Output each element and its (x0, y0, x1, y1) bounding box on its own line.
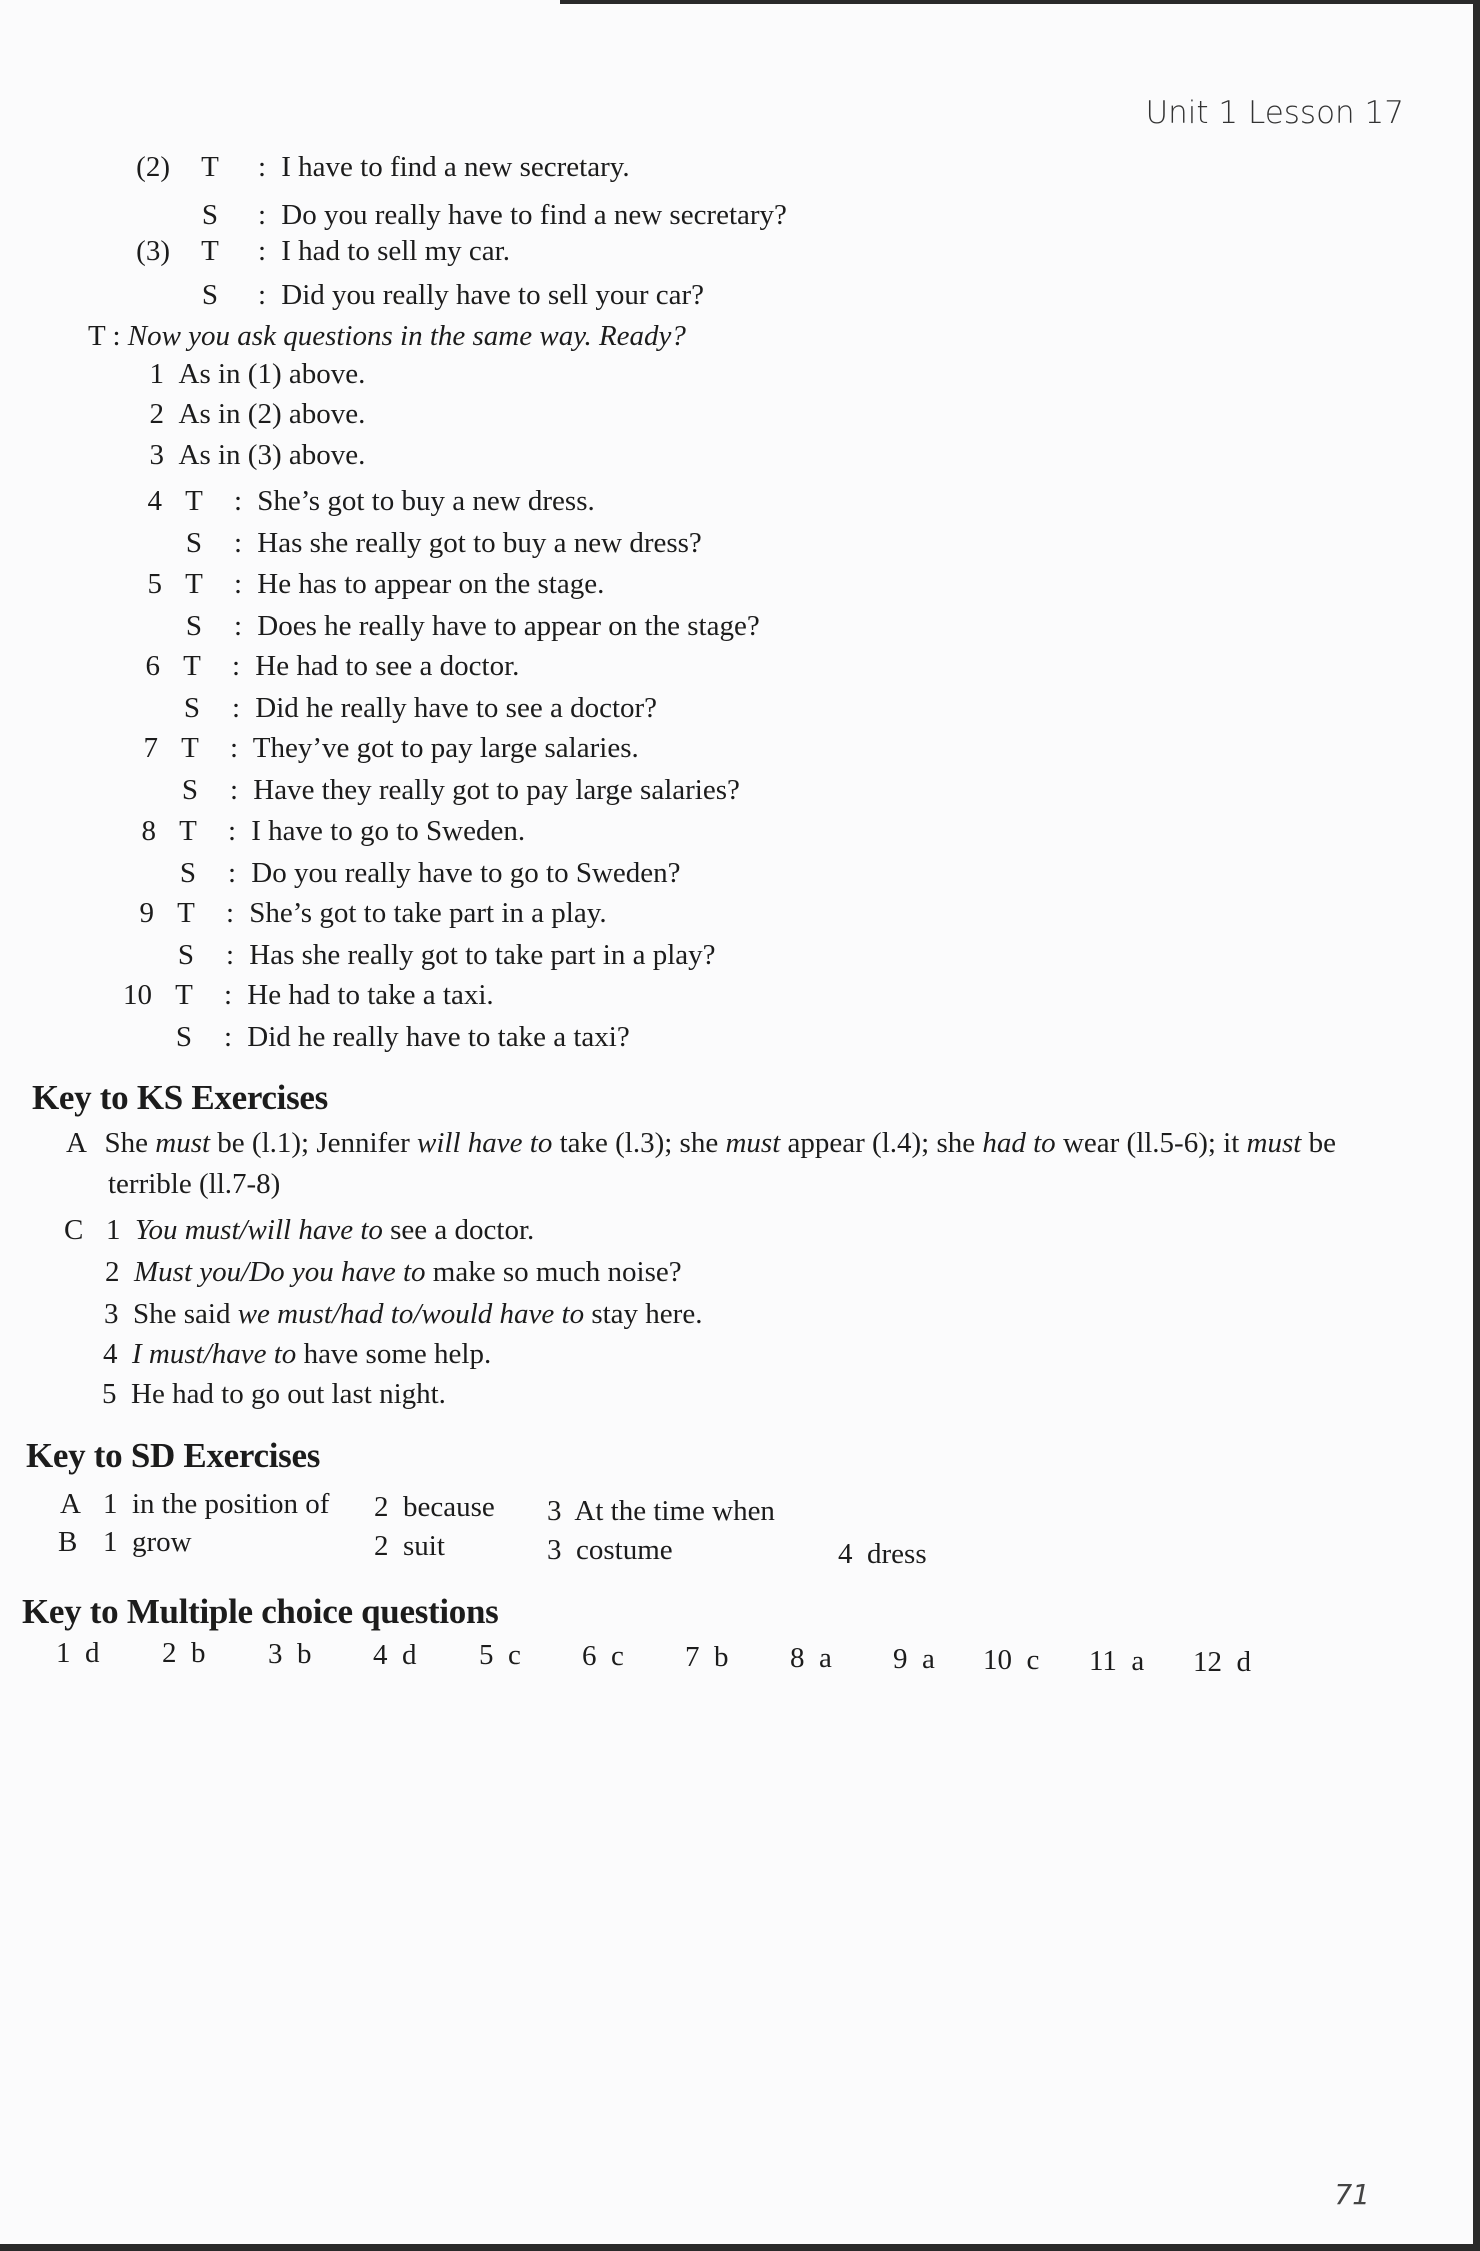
sd-a-item: 1 in the position of (103, 1488, 330, 1520)
ks-c-item: 5 He had to go out last night. (102, 1378, 446, 1410)
speaker-label: S (183, 692, 201, 724)
as-in-item: 2 As in (2) above. (149, 398, 366, 430)
sd-a-label: A (60, 1488, 81, 1520)
drill-teacher-line: 9 T : She’s got to take part in a play. (110, 897, 607, 929)
ks-heading: Key to KS Exercises (32, 1078, 328, 1117)
section-label: A (66, 1127, 87, 1159)
speaker-label: T : (88, 320, 121, 352)
example-2-teacher: (2) T : I have to find a new secretary. (128, 151, 630, 183)
speaker-label: T (181, 732, 199, 764)
speaker-label: T (179, 815, 197, 847)
drill-number: 6 (145, 650, 160, 682)
example-number: (2) (136, 151, 170, 183)
student-line: Have they really got to pay large salaries? (253, 774, 740, 806)
drill-number: 7 (143, 732, 158, 764)
student-line: Did you really have to sell your car? (281, 279, 705, 311)
speaker-label: S (201, 279, 219, 311)
item-number: 1 (106, 1214, 121, 1246)
student-line: Does he really have to appear on the stage? (257, 610, 760, 642)
sd-b-item: 4 dress (838, 1538, 927, 1570)
drill-number: 4 (147, 485, 162, 517)
instruction-line (88, 320, 686, 352)
mc-answer: 10 c (983, 1644, 1040, 1676)
sd-a-item: 3 At the time when (547, 1495, 775, 1527)
drill-student-line: S : Did he really have to take a taxi? (108, 1021, 630, 1053)
sd-b-item: 2 suit (374, 1530, 445, 1562)
teacher-line: She’s got to buy a new dress. (257, 485, 595, 517)
drill-number: 8 (141, 815, 156, 847)
mc-answer: 1 d (56, 1637, 100, 1669)
drill-student-line: S : Does he really have to appear on the stage? (118, 610, 760, 642)
mc-answer: 7 b (685, 1641, 729, 1673)
mc-answer: 5 c (479, 1639, 521, 1671)
speaker-label: T (201, 235, 219, 267)
example-3-teacher: (3) T : I had to sell my car. (128, 235, 510, 267)
mc-answer: 4 d (373, 1639, 417, 1671)
page-edge-top (560, 0, 1480, 4)
example-number: (3) (136, 235, 170, 267)
speaker-label: T (185, 568, 203, 600)
speaker-label: T (185, 485, 203, 517)
drill-number: 5 (147, 568, 162, 600)
item-number: 2 (105, 1256, 120, 1288)
drill-teacher-line: 5 T : He has to appear on the stage. (118, 568, 604, 600)
speaker-label: S (185, 527, 203, 559)
ks-c-item: 4 I must/have to have some help. (103, 1338, 492, 1370)
speaker-label: S (177, 939, 195, 971)
teacher-line: He has to appear on the stage. (257, 568, 605, 600)
teacher-line: I had to sell my car. (281, 235, 510, 267)
ks-c-item: 3 She said we must/had to/would have to stay here. (104, 1298, 703, 1330)
teacher-line: They’ve got to pay large salaries. (252, 732, 639, 764)
teacher-line: She’s got to take part in a play. (249, 897, 607, 929)
sd-b-item: 3 costume (547, 1534, 673, 1566)
drill-number: 9 (139, 897, 154, 929)
teacher-line: He had to take a taxi. (247, 979, 494, 1011)
item-number: 5 (102, 1378, 117, 1410)
running-header: Unit 1 Lesson 17 (1145, 95, 1404, 131)
student-line: Do you really have to find a new secretary? (281, 199, 787, 231)
mc-answer: 6 c (582, 1640, 624, 1672)
mc-heading: Key to Multiple choice questions (22, 1592, 499, 1631)
item-number: 4 (103, 1338, 118, 1370)
drill-teacher-line: 4 T : She’s got to buy a new dress. (118, 485, 595, 517)
teacher-line: I have to find a new secretary. (281, 151, 630, 183)
drill-student-line: S : Do you really have to go to Sweden? (112, 857, 681, 889)
ks-a-line2: terrible (ll.7-8) (108, 1168, 281, 1200)
speaker-label: S (175, 1021, 193, 1053)
speaker-label: T (183, 650, 201, 682)
ks-a-text: She must be (l.1); Jennifer will have to take (l.3); she must appear (l.4); she had to wear (ll.5-6); it must be (104, 1127, 1336, 1159)
speaker-label: S (181, 774, 199, 806)
student-line: Did he really have to take a taxi? (247, 1021, 630, 1053)
drill-number: 10 (123, 979, 152, 1011)
mc-answer: 11 a (1089, 1645, 1145, 1677)
as-in-item: 1 As in (1) above. (149, 358, 366, 390)
example-2-student: S : Do you really have to find a new secretary? (128, 199, 787, 231)
drill-teacher-line: 8 T : I have to go to Sweden. (112, 815, 525, 847)
ks-a-line1 (66, 1127, 1336, 1159)
ks-c-item: C 1 You must/will have to see a doctor. (64, 1214, 535, 1246)
drill-student-line: S : Did he really have to see a doctor? (116, 692, 657, 724)
sd-heading: Key to SD Exercises (26, 1436, 321, 1475)
student-line: Did he really have to see a doctor? (255, 692, 658, 724)
example-3-student: S : Did you really have to sell your car? (128, 279, 704, 311)
drill-teacher-line: 6 T : He had to see a doctor. (116, 650, 519, 682)
drill-student-line: S : Has she really got to take part in a play? (110, 939, 716, 971)
sd-a-item: 2 because (374, 1491, 495, 1523)
drill-teacher-line: 7 T : They’ve got to pay large salaries. (114, 732, 639, 764)
section-label: C (64, 1214, 84, 1246)
student-line: Has she really got to buy a new dress? (257, 527, 702, 559)
page-edge-right (1473, 0, 1480, 2251)
instruction-text: Now you ask questions in the same way. Ready? (127, 320, 686, 352)
drill-teacher-line: 10 T : He had to take a taxi. (108, 979, 494, 1011)
drill-student-line: S : Has she really got to buy a new dress? (118, 527, 702, 559)
ks-c-item: 2 Must you/Do you have to make so much noise? (105, 1256, 682, 1288)
mc-answer: 3 b (268, 1638, 312, 1670)
speaker-label: S (179, 857, 197, 889)
sd-b-label: B (58, 1526, 78, 1558)
mc-answer: 8 a (790, 1642, 832, 1674)
page-number: 71 (1334, 2178, 1370, 2211)
speaker-label: T (201, 151, 219, 183)
speaker-label: T (175, 979, 193, 1011)
student-line: Do you really have to go to Sweden? (251, 857, 681, 889)
speaker-label: S (201, 199, 219, 231)
speaker-label: S (185, 610, 203, 642)
sd-b-item: 1 grow (103, 1526, 192, 1558)
mc-answer: 2 b (162, 1637, 206, 1669)
teacher-line: I have to go to Sweden. (251, 815, 526, 847)
teacher-line: He had to see a doctor. (255, 650, 520, 682)
page-edge-bottom (0, 2244, 1480, 2251)
mc-answer: 9 a (893, 1643, 935, 1675)
drill-student-line: S : Have they really got to pay large salaries? (114, 774, 740, 806)
item-number: 3 (104, 1298, 119, 1330)
mc-answer: 12 d (1193, 1646, 1251, 1678)
student-line: Has she really got to take part in a play? (249, 939, 716, 971)
as-in-item: 3 As in (3) above. (149, 439, 366, 471)
speaker-label: T (177, 897, 195, 929)
